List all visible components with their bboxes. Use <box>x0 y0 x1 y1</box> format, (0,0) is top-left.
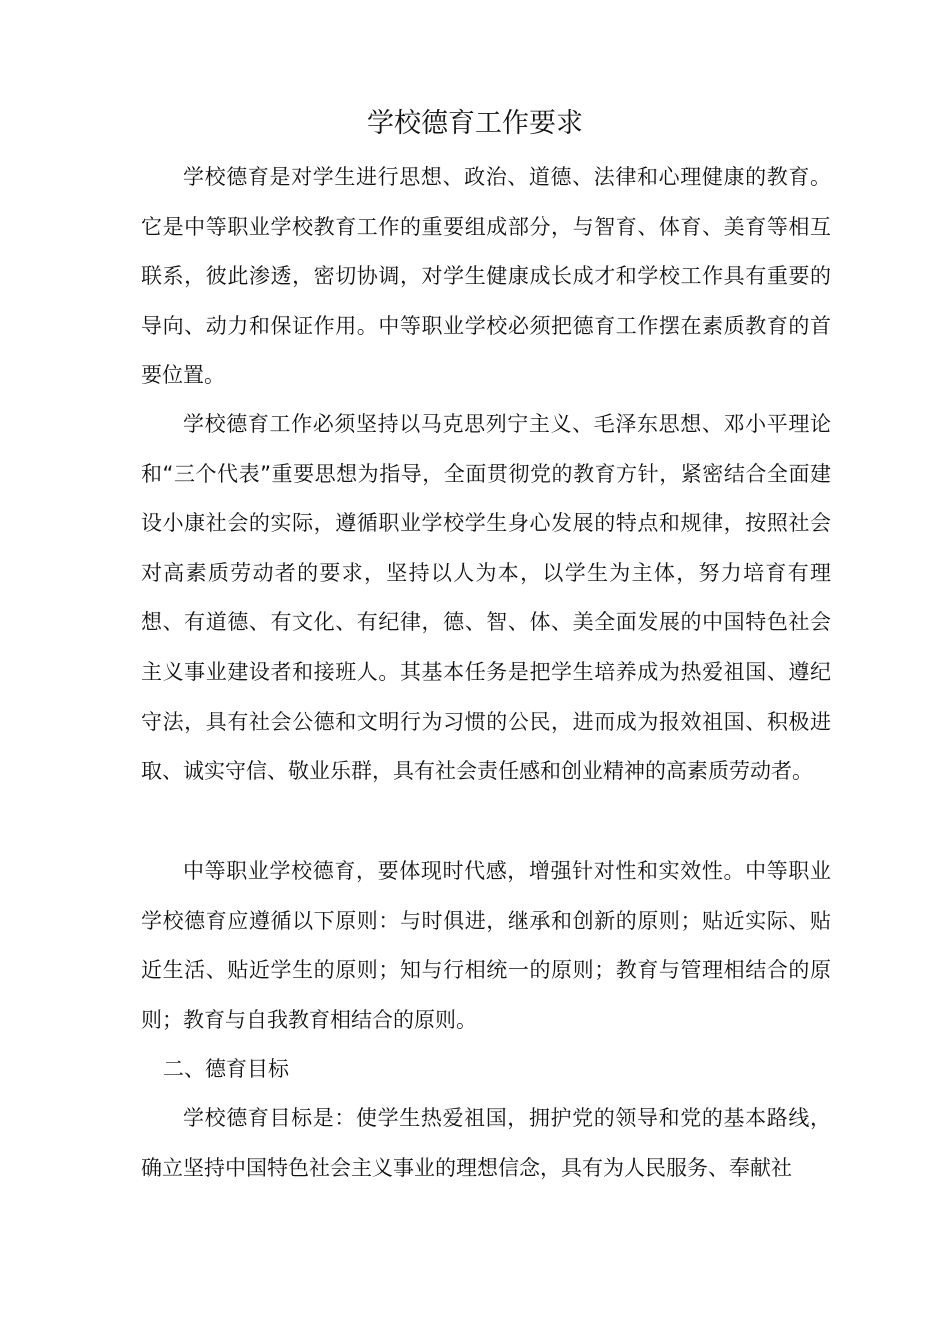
body-text-block <box>141 153 831 401</box>
body-text-block <box>141 847 831 1045</box>
body-text-block <box>141 1094 831 1193</box>
paragraph: 中等职业学校德育，要体现时代感，增强针对性和实效性。中等职业学校德育应遵循以下原则：与时俱进，继承和创新的原则；贴近实际、贴近生活、贴近学生的原则；知与行相统一的原则；教育与管理相结合的原则；教育与自我教育相结合的原则。 <box>141 859 831 1032</box>
body-text-block <box>141 400 831 797</box>
body-text-block <box>141 1045 831 1095</box>
document-title: 学校德育工作要求 <box>367 108 583 139</box>
paragraph: 学校德育目标是：使学生热爱祖国，拥护党的领导和党的基本路线，确立坚持中国特色社会主义事业的理想信念，具有为人民服务、奉献社 <box>141 1106 831 1180</box>
paragraph: 学校德育是对学生进行思想、政治、道德、法律和心理健康的教育。它是中等职业学校教育工作的重要组成部分，与智育、体育、美育等相互联系，彼此渗透，密切协调，对学生健康成长成才和学校工作具有重要的导向、动力和保证作用。中等职业学校必须把德育工作摆在素质教育的首要位置。 <box>141 165 831 388</box>
paragraph: 学校德育工作必须坚持以马克思列宁主义、毛泽东思想、邓小平理论和“三个代表”重要思想为指导，全面贯彻党的教育方针，紧密结合全面建设小康社会的实际，遵循职业学校学生身心发展的特点和规律，按照社会对高素质劳动者的要求，坚持以人为本，以学生为主体，努力培育有理想、有道德、有文化、有纪律，德、智、体、美全面发展的中国特色社会主义事业建设者和接班人。其基本任务是把学生培养成为热爱祖国、遵纪守法，具有社会公德和文明行为习惯的公民，进而成为报效祖国、积极进取、诚实守信、敬业乐群，具有社会责任感和创业精神的高素质劳动者。 <box>141 412 831 784</box>
section-heading: 二、德育目标 <box>163 1057 289 1081</box>
